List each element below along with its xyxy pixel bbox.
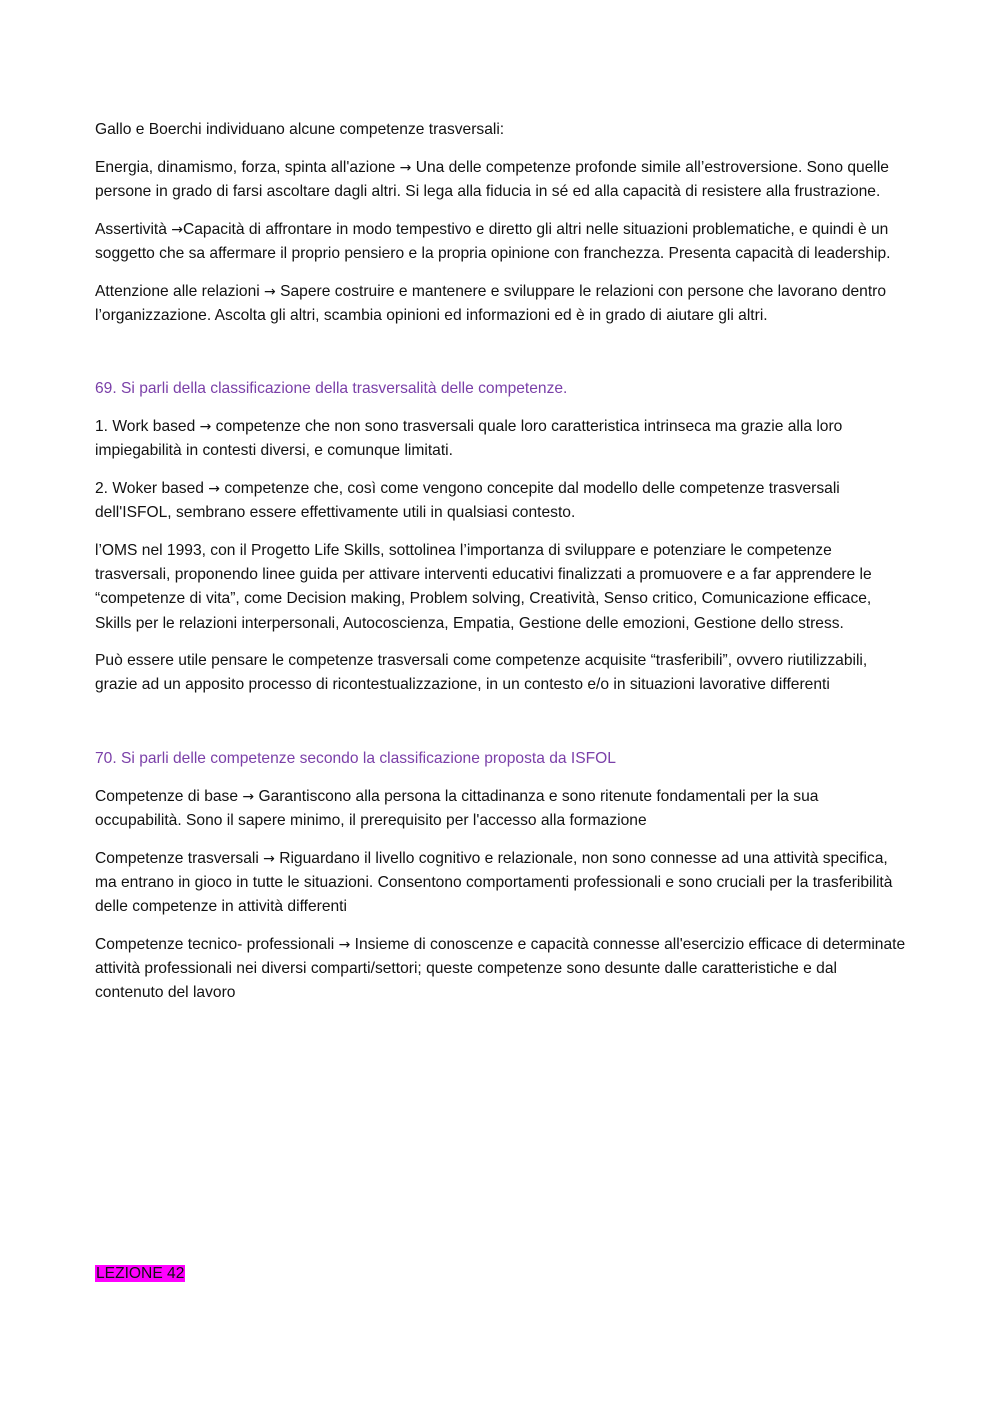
item-text: Insieme di conoscenze e capacità connesse all'esercizio efficace di determinate attività professionali nei diversi comparti/settori; queste competenze sono desunte dalle caratteristiche e dal contenuto del lavoro [95,935,906,1002]
document-page [95,118,907,1019]
section-69-item-worker-based [95,477,907,525]
oms-paragraph: l’OMS nel 1993, con il Progetto Life Skills, sottolinea l’importanza di sviluppare e potenziare le competenze trasversali, proponendo linee guida per attivare interventi educativi finalizzati a promuovere e a far apprendere le “competenze di vita”, come Decision making, Problem solving, Creatività, Senso critico, Comunicazione efficace, Skills per le relazioni interpersonali, Autocoscienza, Empatia, Gestione delle emozioni, Gestione dello stress. [95,541,872,632]
competenza-term: Attenzione alle relazioni [95,282,265,300]
spacer [95,341,907,377]
item-term: Competenze di base [95,787,243,805]
arrow-right-icon: → [399,159,412,176]
lesson-badge-container [95,1262,185,1286]
item-text: Riguardano il livello cognitivo e relazionale, non sono connesse ad una attività specifica, ma entrano in gioco in tutte le situazioni. Consentono comportamenti professionali e sono cruciali per la trasferibilità delle competenze in attività differenti [95,849,893,916]
section-69-heading: 69. Si parli della classificazione della trasversalità delle competenze. [95,380,568,398]
section-70-item-trasversali [95,847,907,920]
intro-paragraph: Gallo e Boerchi individuano alcune competenze trasversali: [95,121,505,138]
trasferibili-paragraph: Può essere utile pensare le competenze trasversali come competenze acquisite “trasferibili”, ovvero riutilizzabili, grazie ad un apposito processo di ricontestualizzazione, in un contesto e/o in situazioni lavorative differenti [95,652,868,694]
competenza-energia [95,156,907,204]
arrow-right-icon: → [242,788,255,805]
arrow-right-icon: → [264,283,276,300]
arrow-right-icon: → [199,419,212,436]
section-70-item-base [95,785,907,833]
section-69-item-work-based [95,415,907,463]
section-70-heading: 70. Si parli delle competenze secondo la classificazione proposta da ISFOL [95,750,616,768]
item-term: Competenze trasversali [95,849,264,867]
competenza-assertivita [95,218,907,266]
competenza-term: Assertività [95,220,172,238]
competenza-term: Energia, dinamismo, forza, spinta all'azione [95,158,400,176]
arrow-right-icon: → [263,850,275,867]
arrow-right-icon: → [208,481,220,498]
item-term: Competenze tecnico- professionali [95,935,339,953]
item-term: 2. Woker based [95,480,209,498]
item-text: Garantiscono alla persona la cittadinanza e sono ritenute fondamentali per la sua occupabilità. Sono il sapere minimo, il prerequisito per l'accesso alla formazione [95,787,819,830]
item-term: 1. Work based [95,418,200,436]
item-text: competenze che non sono trasversali quale loro caratteristica intrinseca ma grazie alla loro impiegabilità in contesti diversi, e comunque limitati. [95,418,843,460]
section-70-item-tecnico-professionali [95,933,907,1006]
arrow-right-icon: → [171,221,183,238]
arrow-right-icon: → [338,936,351,953]
competenza-text: Una delle competenze profonde simile all’estroversione. Sono quelle persone in grado di farsi ascoltare dagli altri. Si lega alla fiducia in sé ed alla capacità di resistere alla frustrazione. [95,158,889,200]
spacer [95,711,907,747]
competenza-text: Capacità di affrontare in modo tempestivo e diretto gli altri nelle situazioni problematiche, e quindi è un soggetto che sa affermare il proprio pensiero e la propria opinione con franchezza. Presenta capacità di leadership. [95,220,891,262]
item-text: competenze che, così come vengono concepite dal modello delle competenze trasversali dell'ISFOL, sembrano essere effettivamente utili in qualsiasi contesto. [95,480,840,522]
competenza-text: Sapere costruire e mantenere e sviluppare le relazioni con persone che lavorano dentro l’organizzazione. Ascolta gli altri, scambia opinioni ed informazioni ed è in grado di aiutare gli altri. [95,282,887,324]
lesson-badge: LEZIONE 42 [96,1265,185,1282]
competenza-relazioni [95,280,907,328]
